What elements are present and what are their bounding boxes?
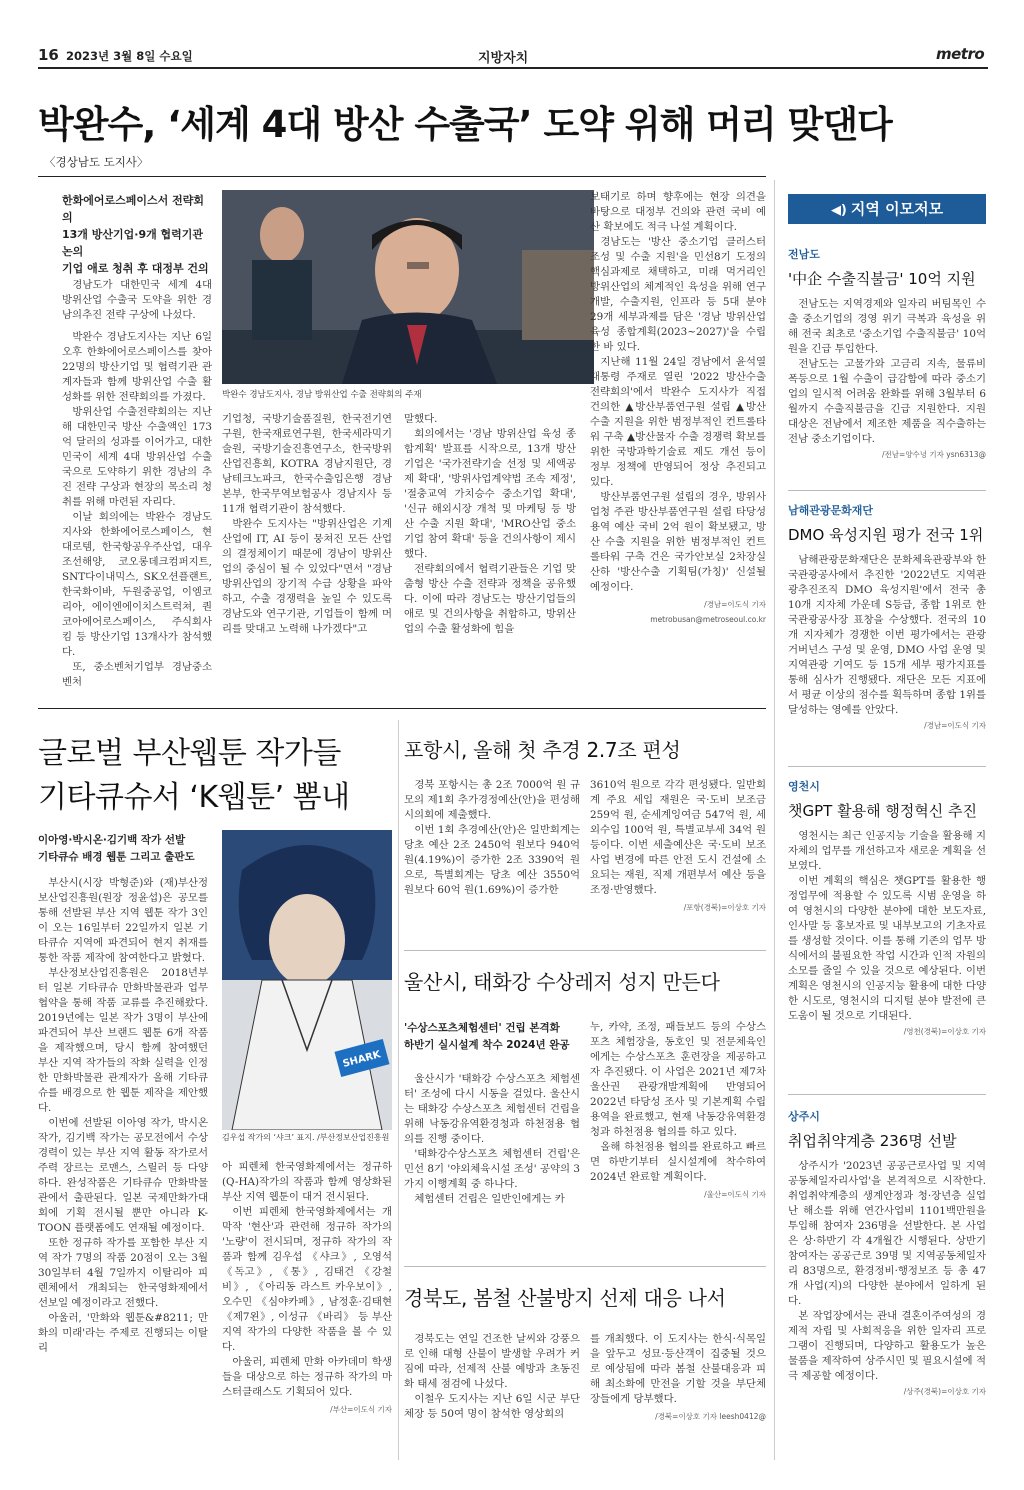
main-col-3 [404,412,576,637]
ulsan-col1-para: 울산시가 '태화강 수상스포츠 체험센터' 조성에 다시 시동을 걸었다. 울산시는 태화강 수상스포츠 체험센터 건립을 위해 낙동강유역환경청과 하천점용 협의를 진행 중이다. [404,1073,580,1145]
main-col-2 [222,412,392,637]
main-subhead-1: 한화에어로스페이스서 전략회의 [62,194,204,224]
sidebar-item-body [788,829,986,1024]
webtoon-col2-para: 아 피렌체 한국영화제에서는 정규하 (Q-HA)작가의 작품과 함께 영상화된 부산 지역 웹툰이 대거 전시된다. [222,1161,392,1203]
webtoon-subhead-2: 기타큐슈 배경 웹툰 그리고 출판도 [38,851,195,863]
webtoon-col1-para: 아울러, '만화와 웹툰&#8211; 만화의 미래'라는 주제로 진행되는 이탈리 [38,1312,208,1354]
sidebar-item-region: 상주시 [788,1110,820,1123]
sidebar-item-region: 전남도 [788,248,820,261]
main-col3-para: 말했다. [404,413,438,425]
main-headline-rule [38,176,766,177]
sidebar-item-byline: /경남=이도식 기자 [924,721,986,730]
sidebar-item-body [788,553,986,718]
sidebar-item-body [788,1159,986,1384]
webtoon-col2-para: 아울러, 피렌체 만화 아카데미 학생들을 대상으로 하는 정규하 작가의 마스터클래스도 기획되어 있다. [222,1356,392,1398]
ulsan-subhead-2: 하반기 실시설계 착수 2024년 완공 [404,1039,570,1051]
sidebar-divider [774,180,775,1460]
main-photo-illustration [222,190,594,384]
sidebar-item-byline: /전남=양수녕 기자 ysn6313@ [882,450,986,459]
sidebar-item-title: DMO 육성지원 평가 전국 1위 [788,526,984,544]
pohang-col1-para: 경북 포항시는 총 2조 7000억 원 규모의 제1회 추가경정예산(안)을 편성해 시의회에 제출했다. [404,779,580,821]
page-header [38,44,988,66]
sidebar-rule [788,1094,986,1095]
ulsan-headline: 울산시, 태화강 수상레저 성지 만든다 [404,970,720,994]
sidebar-item-para: 상주시가 '2023년 공공근로사업 및 지역공동체일자리사업'을 본격적으로 시작한다. 취업취약계층의 생계안정과 청·장년층 실업난 해소를 위해 연간사업비 1101백만원을 투입해 참여자 236명을 선발한다. 본 사업은 상·하반기 각 4개월간 시행된다. 상반기 참여자는 공공근로 39명 및 지역공동체일자리 83명으로, 환경정비·행정보조 등 총 47개 사업(지)의 다양한 분야에서 일하게 된다. [788,1160,986,1307]
webtoon-subhead-1: 이아영·박시온·김기백 작가 선발 [38,834,186,846]
pohang-col1-para: 이번 1회 추경예산(안)은 일반회계는 당초 예산 2조 2450억 원보다 940억 원(4.19%)이 증가한 2조 3390억 원으로, 특별회계는 당초 예산 3550억 원보다 60억 원(1.69%)이 증가한 [404,824,580,896]
webtoon-col1-para: 부산정보산업진흥원은 2018년부터 일본 기타큐슈 만화박물관과 업무협약을 통해 작품 교류를 추진해왔다. 2019년에는 일본 작가 3명이 부산에 파견되어 부산 브랜드 웹툰 6개 작품을 제작했으며, 당시 함께 참여했던 부산 지역 작가들의 작화 실력을 인정한 만화박물관 관계자가 올해 기타큐슈를 배경으로 한 웹툰 제작을 제안했다. [38,967,208,1114]
pohang-col-1 [404,778,580,898]
main-col1-para: 박완수 경남도지사는 지난 6일 오후 한화에어로스페이스를 찾아 22명의 방산기업 및 협력기관 관계자들과 함께 방위산업 수출 활성화를 위한 전략회의를 가졌다. [62,331,212,403]
main-col4-para: 경남도는 '방산 중소기업 클러스터 조성 및 수출 지원'을 민선8기 도정의 핵심과제로 채택하고, 미래 먹거리인 방위산업의 체계적인 육성을 위해 연구개발, 수출지원, 인프라 등 5대 분야 29개 세부과제를 담은 '경남 방위산업 육성 종합계획(2023~2027)'을 수립한 바 있다. [590,236,766,353]
main-subhead-3: 기업 애로 청취 후 대정부 건의 [62,262,209,275]
speaker-icon: ◀) [830,203,847,218]
sidebar-item-body [788,297,986,447]
webtoon-subheads [38,832,218,866]
main-col4-para: 방산부품연구원 설립의 경우, 방위사업청 주관 방산부품연구원 설립 타당성 용역 예산 국비 2억 원이 확보됐고, 방산 수출 지원을 위한 범정부적인 컨트롤타워 구축 건은 국가안보실 2차장실 산하 '방산수출 기획팀(가칭)' 신설될 예정이다. [590,491,766,593]
ulsan-col1-para: '태화강수상스포츠 체험센터 건립'은 민선 8기 '야외체육시설 조성' 공약의 3가지 이행계획 중 하나다. [404,1148,580,1190]
main-photo [222,190,594,384]
pohang-byline: /포항(경북)=이상호 기자 [683,903,766,912]
sidebar-item-title: 취업취약계층 236명 선발 [788,1132,957,1150]
gyeongbuk-col-1 [404,1332,580,1422]
sidebar-rule [788,766,986,767]
pohang-col-2 [590,778,766,915]
cover-logo-text: SHARK [341,1049,382,1070]
webtoon-col1-para: 이번에 선발된 이아영 작가, 박시온 작가, 김기백 작가는 공모전에서 수상 경력이 있는 부산 지역 활동 작가로서 주력 장르는 로맨스, 스릴러 등 다양하다. 완성작품은 기타큐슈 만화박물관에서 출판된다. 일본 국제만화가대회에 기획 전시될 뿐만 아니라 K-TOON 플랫폼에도 연재될 예정이다. [38,1117,208,1234]
main-col2-para: 박완수 도지사는 "방위산업은 기계산업에 IT, AI 등이 뭉쳐진 모든 산업의 결정체이기 때문에 경남이 방위산업의 중심이 될 수 있었다"면서 "경남 방위산업의 장기적 수급 상황을 파악하고, 수출 경쟁력을 높일 수 있도록 경남도와 연구기관, 기업들이 함께 머리를 맞대고 노력해 나가겠다"고 [222,518,392,635]
sidebar-item [788,778,986,1037]
webtoon-divider [398,720,399,1460]
sidebar-item-title: 챗GPT 활용해 행정혁신 추진 [788,802,978,820]
webtoon-headline-line2: 기타큐슈서 ‘K웹툰’ 뽐내 [38,780,350,815]
main-col4-para: 보태기로 하며 향후에는 현장 의견을 바탕으로 대정부 건의와 관련 국비 예산 확보에도 적극 나설 계획이다. [590,191,766,233]
sidebar-item-byline: /영천(경북)=이상호 기자 [903,1027,986,1036]
webtoon-byline: /부산=이도식 기자 [330,1405,392,1414]
main-col3-para: 회의에서는 '경남 방위산업 육성 종합계획' 발표를 시작으로, 13개 방산기업은 '국가전략기술 선정 및 세액공제 확대', '방위사업계약법 조속 제정', '절충교역 가치승수 중소기업 확대', '신규 해외시장 개척 및 마케팅 등 방산 수출 지원 확대', 'MRO산업 중소기업 참여 확대' 등을 건의사항이 제시했다. [404,428,576,560]
sidebar-item [788,502,986,731]
main-col-4 [590,190,766,627]
page-number: 16 [38,46,59,64]
webtoon-col1-para: 부산시(시장 박형준)와 (재)부산정보산업진흥원(원장 정윤섭)은 공모를 통해 선발된 부산 지역 웹툰 작가 3인이 오는 16일부터 22일까지 일본 기타큐슈 지역에 파견되어 현지 취재를 통한 작품 제작에 참여한다고 밝혔다. [38,877,208,964]
webtoon-col-1 [38,876,208,1356]
ulsan-byline: /울산=이도식 기자 [704,1190,766,1199]
main-byline: /경남=이도식 기자 metrobusan@metroseoul.co.kr [650,600,766,624]
main-headline: 박완수, ‘세계 4대 방산 수출국’ 도약 위해 머리 맞댄다 [38,103,892,146]
main-col3-para: 전략회의에서 협력기관들은 기업 맞춤형 방산 수출 전략과 정책을 공유했다. 이에 따라 경남도는 방산기업들의 애로 및 건의사항을 취합하고, 방위산업의 수출 활성화에 힘을 [404,563,576,635]
webtoon-cover-illustration [222,830,392,1130]
gyeongbuk-col1-para: 경북도는 연일 건조한 날씨와 강풍으로 인해 대형 산불이 발생할 우려가 커짐에 따라, 선제적 산불 예방과 초동진화 태세 점검에 나섰다. [404,1333,580,1390]
metro-logo: metro [936,45,985,63]
sidebar-item-para: 본 작업장에서는 관내 결혼이주여성의 경제적 자립 및 사회적응을 위한 일자리 프로그램이 진행되며, 다양하고 활용도가 높은 물품을 제작하여 상주시민 및 필요시설에 적극 제공할 예정이다. [788,1310,986,1382]
webtoon-col2-para: 이번 피렌체 한국영화제에서는 개막작 '현산'과 관련해 정규하 작가의 '노량'이 전시되며, 정규하 작가의 작품과 함께 김우섭 《샤크》, 오영석 《독고》, 《통》, 김태건 《강철비》, 《아리동 라스트 카우보이》, 오수민 《심야카페》, 남정훈·김태현 《제7왼》, 이성규 《바리》 등 부산 지역 작가의 다양한 작품을 볼 수 있다. [222,1206,392,1353]
sidebar-item [788,246,986,460]
main-subheads [62,192,212,277]
webtoon-col-2 [222,1160,392,1417]
gyeongbuk-col2-para: 를 개최했다. 이 도지사는 한식·식목일을 앞두고 성묘·등산객이 집중될 것으로 예상됨에 따라 봄철 산불대응과 피해 최소화에 만전을 기할 것을 부단체장들에게 당부했다. [590,1333,766,1405]
main-col-1 [62,278,212,690]
sidebar-item-para: 이번 계획의 핵심은 챗GPT를 활용한 행정업무에 적용할 수 있도록 시범 운영을 하여 영천시의 다양한 분야에 대한 보도자료, 인사말 등 홍보자료 및 내부보고의 기초자료를 생성할 것이다. 이를 통해 기존의 업무 방식에서의 불필요한 작업 시간과 인적 자원의 소모를 줄일 수 있을 것으로 예상된다. 이번 계획은 영천시의 인공지능 활용에 대한 다양한 시도로, 영천시의 디지털 분야 발전에 큰 도움이 될 것으로 기대된다. [788,875,986,1022]
ulsan-subhead-1: '수상스포츠체험센터' 건립 본격화 [404,1022,560,1034]
main-col1-para: 또, 중소벤처기업부 경남중소벤처 [62,661,212,688]
main-photo-caption: 박완수 경남도지사, 경남 방위산업 수출 전략회의 주재 [222,390,422,400]
ulsan-subheads [404,1020,580,1054]
webtoon-cover-image [222,830,392,1130]
sidebar-item-title: '中企 수출직불금' 10억 지원 [788,270,976,288]
sidebar-banner-label: 지역 이모저모 [850,200,944,218]
gyeongbuk-col1-para: 이철우 도지사는 지난 6일 시군 부단체장 등 50여 명이 참석한 영상회의 [404,1393,580,1420]
main-col2-para: 기업청, 국방기술품질원, 한국전기연구원, 한국재료연구원, 한국세라믹기술원, 국방기술진흥연구소, 한국방위산업진흥회, KOTRA 경남지원단, 경남테크노파크, 한국수출입은행 경남본부, 한국무역보험공사 경남지사 등 11개 협력기관이 참석했다. [222,413,392,515]
pohang-bottom-rule [404,950,766,951]
issue-date: 2023년 3월 8일 수요일 [66,49,193,63]
pohang-col2-para: 3610억 원으로 각각 편성됐다. 일반회계 주요 세입 재원은 국·도비 보조금 259억 원, 순세계잉여금 547억 원, 세외수입 100억 원, 특별교부세 34억 원 등이다. 이번 세출예산은 국·도비 보조사업 변경에 따른 안전 도시 건설에 소요되는 재원, 직제 개편부서 예산 등을 조정·반영했다. [590,779,766,896]
pohang-headline: 포항시, 올해 첫 추경 2.7조 편성 [404,738,681,762]
sidebar-banner [788,194,986,224]
ulsan-bottom-rule [404,1266,766,1267]
main-col1-para: 방위산업 수출전략회의는 지난해 대한민국 방산 수출액인 173억 달러의 성과를 이어가고, 대한민국이 세계 4대 방위산업 수출국으로 도약하기 위한 경남의 추진 전략 구상과 현장의 목소리 청취를 위해 마련된 자리다. [62,406,212,508]
section-label: 지방자치 [478,51,529,66]
sidebar-item-para: 영천시는 최근 인공지능 기술을 활용해 지자체의 업무를 개선하고자 새로운 계획을 선보였다. [788,830,986,872]
main-subhead-2: 13개 방산기업·9개 협력기관 논의 [62,228,204,258]
sidebar-item [788,1108,986,1397]
webtoon-col1-para: 또한 정규하 작가를 포함한 부산 지역 작가 7명의 작품 20점이 오는 3월 30일부터 4월 7일까지 이탈리아 피렌체에서 개최되는 한국영화제에서 선보일 예정이라고 전했다. [38,1237,208,1309]
gyeongbuk-col-2 [590,1332,766,1424]
webtoon-headline-line1: 글로벌 부산웹툰 작가들 [38,736,341,771]
ulsan-col2-para: 누, 카약, 조정, 패들보드 등의 수상스포츠 체험장을, 동호인 및 전문체육인에게는 수상스포츠 훈련장을 제공하고자 추진됐다. 이 사업은 2021년 제7차 울산권 관광개발계획에 반영되어 2022년 타당성 조사 및 기본계획 수립 용역을 완료했고, 현재 낙동강유역환경청과 하천점용 협의를 하고 있다. [590,1021,766,1138]
webtoon-headline [38,732,378,820]
gyeongbuk-byline: /경북=이상호 기자 leesh0412@ [655,1412,766,1421]
sidebar-item-region: 영천시 [788,780,820,793]
main-dek: 〈경상남도 도지사〉 [44,155,149,169]
main-col4-para: 지난해 11월 24일 경남에서 윤석열 대통령 주재로 열린 '2022 방산수출 전략회의'에서 박완수 도지사가 직접 건의한 ▲방산부품연구원 설립 ▲방산 수출 지원을 위한 범정부적인 컨트롤타워 구축 ▲방산물자 수출 경쟁력 확보를 위한 국방과학기술료 제도 개선 등이 정부 정책에 반영되어 정상 추진되고 있다. [590,356,766,488]
ulsan-col-1 [404,1072,580,1207]
ulsan-col2-para: 올해 하천점용 협의를 완료하고 빠르면 하반기부터 실시설계에 착수하여 2024년 완료할 계획이다. [590,1141,766,1183]
main-bottom-rule [38,708,766,709]
sidebar-item-para: 남해관광문화재단은 문화체육관광부와 한국관광공사에서 추진한 '2022년도 지역관광추진조직 DMO 육성지원'에서 전국 총 10개 지자체 가운데 S등급, 종합 1위로 한국관광공사장 표창을 수상했다. 전국의 10개 지자체가 경쟁한 이번 평가에서는 관광 거버넌스 구성 및 운영, DMO 사업 운영 및 지역관광 기여도 등 15개 세부 평가지표를 통해 심사가 진행됐다. 재단은 모든 지표에서 평균 이상의 점수를 획득하며 종합 1위를 달성하는 영예를 안았다. [788,554,986,716]
main-col1-para: 이날 회의에는 박완수 경남도지사와 한화에어로스페이스, 현대로템, 한국항공우주산업, 대우조선해양, 코오롱데크컴퍼지트, SNT다이내믹스, SK오션플랜트, 한국화이바, 두원중공업, 이엠코리아, 에이엔에이치스트럭쳐, 퀀코아에어로스페이스, 주식회사 킴 등 방산기업 13개사가 참석했다. [62,511,212,658]
webtoon-photo-caption: 김우섭 작가의 ‘샤크’ 표지. /부산정보산업진흥원 [222,1133,390,1142]
header-rule [38,67,988,69]
sidebar-item-para: 전남도는 지역경제와 일자리 버팀목인 수출 중소기업의 경영 위기 극복과 육성을 위해 전국 최초로 '중소기업 수출직불금' 10억 원을 긴급 투입한다. [788,298,986,355]
main-col1-para: 경남도가 대한민국 세계 4대 방위산업 수출국 도약을 위한 경남의추진 전략 구상에 나섰다. [62,279,212,321]
sidebar-item-para: 전남도는 고물가와 고금리 지속, 물류비 폭등으로 1월 수출이 급감함에 따라 중소기업의 일시적 어려움 완화를 위해 3월부터 6월까지 수출직불금을 긴급 지원한다. 지원 대상은 전남에서 제조한 제품을 직수출하는 전남 중소기업이다. [788,358,986,445]
sidebar-rule [788,490,986,491]
gyeongbuk-headline: 경북도, 봄철 산불방지 선제 대응 나서 [404,1286,726,1310]
sidebar-item-byline: /상주(경북)=이상호 기자 [903,1387,986,1396]
sidebar-item-region: 남해관광문화재단 [788,504,874,517]
ulsan-col1-para: 체험센터 건립은 일반인에게는 카 [414,1193,565,1205]
ulsan-col-2 [590,1020,766,1202]
